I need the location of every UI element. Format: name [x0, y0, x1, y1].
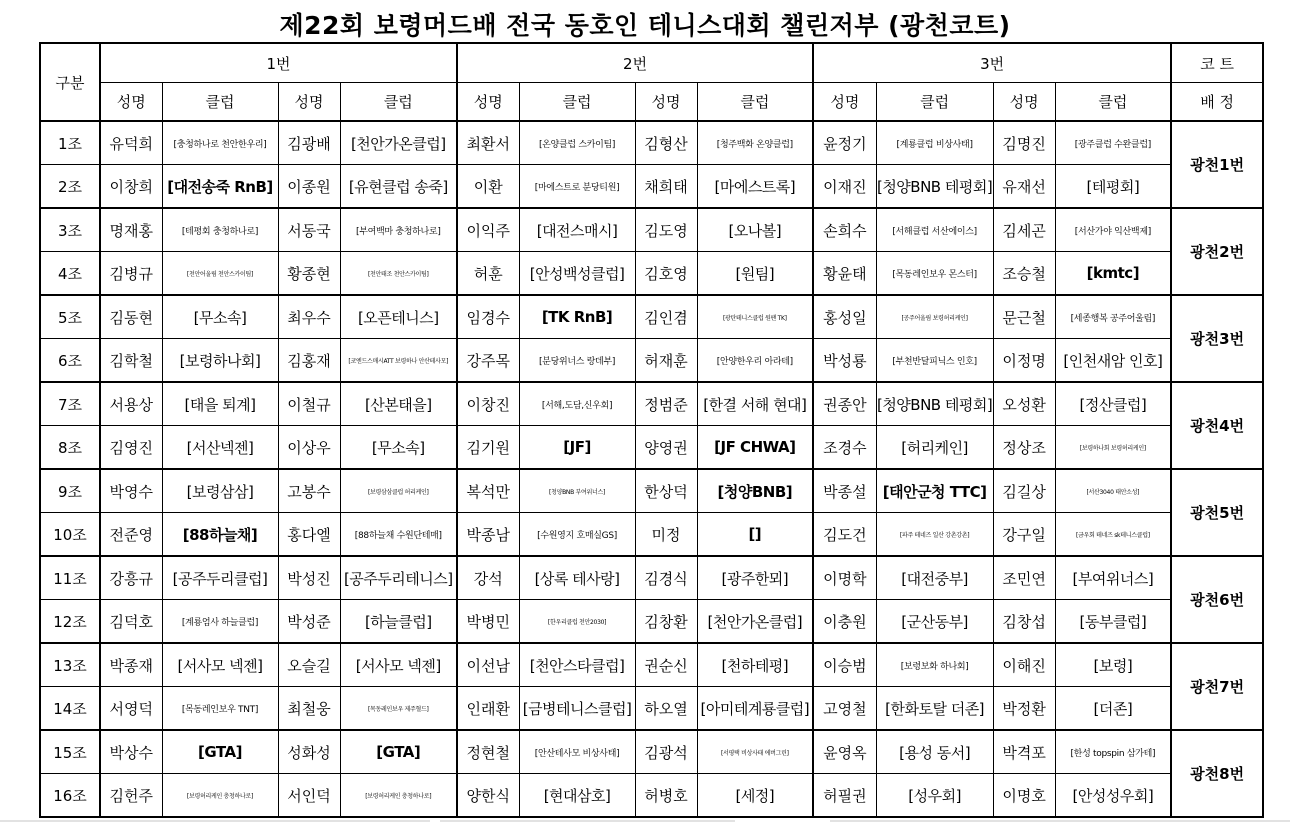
- player-club: [상록 테사랑]: [519, 556, 635, 600]
- header-court-top: 코 트: [1171, 43, 1263, 83]
- player-name: 김영진: [100, 426, 162, 470]
- player-name: 박정환: [993, 687, 1055, 731]
- player-name: 오슬길: [278, 643, 340, 687]
- player-club: [청양BNB 부여위너스]: [519, 469, 635, 513]
- player-name: 이종원: [278, 165, 340, 209]
- table-row: [40, 774, 1263, 818]
- player-name: 최환서: [457, 121, 519, 165]
- header-section-3: 3번: [813, 43, 1171, 83]
- player-name: 강석: [457, 556, 519, 600]
- player-club: [하늘클럽]: [340, 600, 457, 644]
- player-club: [청주백화 온양클럽]: [697, 121, 813, 165]
- player-club: [천안태조 천안스카이팀]: [340, 252, 457, 296]
- court-assignment: 광천3번: [1171, 295, 1263, 382]
- player-club: [안양한우리 아라테]: [697, 339, 813, 383]
- player-name: 김헌주: [100, 774, 162, 818]
- player-club: [군산동부]: [876, 600, 993, 644]
- player-club: [금병테니스클럽]: [519, 687, 635, 731]
- player-club: [보령]: [1055, 643, 1171, 687]
- player-name: 이철규: [278, 382, 340, 426]
- player-name: 박종남: [457, 513, 519, 557]
- player-club: [오픈테니스]: [340, 295, 457, 339]
- player-club: [청양BNB]: [697, 469, 813, 513]
- court-assignment: 광천1번: [1171, 121, 1263, 208]
- group-label: 4조: [40, 252, 100, 296]
- player-club: [광주클럽 수완클럽]: [1055, 121, 1171, 165]
- player-name: 김병규: [100, 252, 162, 296]
- group-label: 16조: [40, 774, 100, 818]
- sheet-divider: [830, 820, 1290, 822]
- player-club: [안성백성클럽]: [519, 252, 635, 296]
- group-label: 14조: [40, 687, 100, 731]
- player-name: 임경수: [457, 295, 519, 339]
- player-club: [부여백마 충청하나로]: [340, 208, 457, 252]
- player-club: [한결 서해 현대]: [697, 382, 813, 426]
- player-name: 김경식: [635, 556, 697, 600]
- player-club: [성우회]: [876, 774, 993, 818]
- player-club: [서산3040 태안소성]: [1055, 469, 1171, 513]
- player-club: [보령하나회 보령허리케인]: [1055, 426, 1171, 470]
- player-club: [서해클럽 서산에이스]: [876, 208, 993, 252]
- player-name: 채희태: [635, 165, 697, 209]
- player-name: 조승철: [993, 252, 1055, 296]
- player-club: [파주 테네즈 일산 강촌강촌]: [876, 513, 993, 557]
- player-name: 이명학: [813, 556, 876, 600]
- court-assignment: 광천4번: [1171, 382, 1263, 469]
- player-name: 이재진: [813, 165, 876, 209]
- player-name: 이환: [457, 165, 519, 209]
- player-club: [보령허리케인 충청하나로]: [340, 774, 457, 818]
- player-name: 명재홍: [100, 208, 162, 252]
- player-club: [목동레인보우 몬스터]: [876, 252, 993, 296]
- player-club: [GTA]: [340, 730, 457, 774]
- player-name: 김창환: [635, 600, 697, 644]
- table-row: [40, 730, 1263, 774]
- player-club: [수원영지 호매실GS]: [519, 513, 635, 557]
- group-label: 8조: [40, 426, 100, 470]
- player-club: [한성 topspin 삼가테]: [1055, 730, 1171, 774]
- player-club: [아미테계룡클럽]: [697, 687, 813, 731]
- header-club: 클럽: [876, 83, 993, 122]
- player-name: 복석만: [457, 469, 519, 513]
- group-label: 1조: [40, 121, 100, 165]
- player-name: 인래환: [457, 687, 519, 731]
- player-name: 김기원: [457, 426, 519, 470]
- player-name: 서영덕: [100, 687, 162, 731]
- player-club: [테평회 충청하나로]: [162, 208, 278, 252]
- player-club: [서산넥젠]: [162, 426, 278, 470]
- table-row: [40, 687, 1263, 731]
- player-name: 허재훈: [635, 339, 697, 383]
- player-club: [천하테평]: [697, 643, 813, 687]
- group-label: 7조: [40, 382, 100, 426]
- player-name: 이해진: [993, 643, 1055, 687]
- table-row: [40, 295, 1263, 339]
- player-club: [JF CHWA]: [697, 426, 813, 470]
- header-club: 클럽: [340, 83, 457, 122]
- player-club: [TK RnB]: [519, 295, 635, 339]
- player-name: 강구일: [993, 513, 1055, 557]
- player-club: [부여위너스]: [1055, 556, 1171, 600]
- player-club: [88하늘채]: [162, 513, 278, 557]
- player-name: 문근철: [993, 295, 1055, 339]
- player-name: 이충원: [813, 600, 876, 644]
- player-name: 김광석: [635, 730, 697, 774]
- player-name: 허훈: [457, 252, 519, 296]
- header-court-bottom: 배 정: [1171, 83, 1263, 122]
- player-club: [청양BNB 테평회]: [876, 382, 993, 426]
- player-club: [공주두리클럽]: [162, 556, 278, 600]
- header-name: 성명: [813, 83, 876, 122]
- player-club: [무소속]: [340, 426, 457, 470]
- player-name: 윤정기: [813, 121, 876, 165]
- court-assignment: 광천5번: [1171, 469, 1263, 556]
- sheet-divider: [440, 820, 735, 822]
- player-name: 이상우: [278, 426, 340, 470]
- player-club: [보령하나회]: [162, 339, 278, 383]
- player-name: 박상수: [100, 730, 162, 774]
- player-name: 정현철: [457, 730, 519, 774]
- sheet-divider: [0, 820, 430, 822]
- player-club: [인천새암 인호]: [1055, 339, 1171, 383]
- group-label: 6조: [40, 339, 100, 383]
- header-club: 클럽: [1055, 83, 1171, 122]
- player-club: [온양클럽 스카이팀]: [519, 121, 635, 165]
- header-club: 클럽: [162, 83, 278, 122]
- player-club: [산본태을]: [340, 382, 457, 426]
- player-club: [부천반달피닉스 인호]: [876, 339, 993, 383]
- table-row: [40, 339, 1263, 383]
- player-club: [허리케인]: [876, 426, 993, 470]
- player-name: 최철웅: [278, 687, 340, 731]
- player-name: 윤영옥: [813, 730, 876, 774]
- player-name: 황종현: [278, 252, 340, 296]
- player-name: 김광배: [278, 121, 340, 165]
- player-club: [보령삼삼클럽 허리케인]: [340, 469, 457, 513]
- player-club: [천안가온클럽]: [340, 121, 457, 165]
- player-club: [테평회]: [1055, 165, 1171, 209]
- player-name: 이익주: [457, 208, 519, 252]
- player-club: [대전중부]: [876, 556, 993, 600]
- player-name: 조경수: [813, 426, 876, 470]
- player-name: 권종안: [813, 382, 876, 426]
- player-club: [계룡클럽 비상사태]: [876, 121, 993, 165]
- player-name: 김도영: [635, 208, 697, 252]
- player-name: 김호영: [635, 252, 697, 296]
- table-row: [40, 426, 1263, 470]
- player-name: 김세곤: [993, 208, 1055, 252]
- player-name: 서동국: [278, 208, 340, 252]
- player-club: [JF]: [519, 426, 635, 470]
- group-label: 12조: [40, 600, 100, 644]
- player-club: [세종행복 공주어울림]: [1055, 295, 1171, 339]
- player-name: 이창진: [457, 382, 519, 426]
- player-name: 서용상: [100, 382, 162, 426]
- player-name: 김명진: [993, 121, 1055, 165]
- player-name: 박종재: [100, 643, 162, 687]
- player-club: [천안스타클럽]: [519, 643, 635, 687]
- player-club: [원팀]: [697, 252, 813, 296]
- player-club: [보령보화 하나회]: [876, 643, 993, 687]
- table-row: [40, 513, 1263, 557]
- player-name: 한상덕: [635, 469, 697, 513]
- header-name: 성명: [457, 83, 519, 122]
- player-club: [대전송죽 RnB]: [162, 165, 278, 209]
- header-section-2: 2번: [457, 43, 813, 83]
- table-row: [40, 556, 1263, 600]
- player-club: []: [697, 513, 813, 557]
- player-name: 허필권: [813, 774, 876, 818]
- player-club: [더존]: [1055, 687, 1171, 731]
- player-name: 박영수: [100, 469, 162, 513]
- header-group: 구분: [40, 43, 100, 121]
- player-club: [동부클럽]: [1055, 600, 1171, 644]
- player-name: 박병민: [457, 600, 519, 644]
- player-club: [태을 퇴계]: [162, 382, 278, 426]
- header-club: 클럽: [697, 83, 813, 122]
- player-name: 손희수: [813, 208, 876, 252]
- player-club: [한우리클럽 천안2030]: [519, 600, 635, 644]
- player-name: 유재선: [993, 165, 1055, 209]
- group-label: 9조: [40, 469, 100, 513]
- player-name: 이명호: [993, 774, 1055, 818]
- player-club: [한화토탈 더존]: [876, 687, 993, 731]
- player-club: [유현클럽 송죽]: [340, 165, 457, 209]
- group-label: 11조: [40, 556, 100, 600]
- player-club: [목동레인보우 TNT]: [162, 687, 278, 731]
- player-club: [충청하나로 천안한우리]: [162, 121, 278, 165]
- bracket-table: [39, 42, 1264, 818]
- group-label: 2조: [40, 165, 100, 209]
- player-club: [정산클럽]: [1055, 382, 1171, 426]
- player-name: 고봉수: [278, 469, 340, 513]
- player-name: 김창섭: [993, 600, 1055, 644]
- player-club: [서사모 넥젠]: [162, 643, 278, 687]
- player-club: [공주두리테니스]: [340, 556, 457, 600]
- player-name: 김홍재: [278, 339, 340, 383]
- player-name: 김길상: [993, 469, 1055, 513]
- player-name: 이승범: [813, 643, 876, 687]
- player-club: [서해,도담,신우회]: [519, 382, 635, 426]
- player-club: [천안어울림 천안스카이팀]: [162, 252, 278, 296]
- group-label: 3조: [40, 208, 100, 252]
- player-name: 미정: [635, 513, 697, 557]
- player-name: 강주목: [457, 339, 519, 383]
- header-name: 성명: [635, 83, 697, 122]
- player-club: [계룡엄사 하늘클럽]: [162, 600, 278, 644]
- player-name: 조민연: [993, 556, 1055, 600]
- court-assignment: 광천7번: [1171, 643, 1263, 730]
- player-name: 박종설: [813, 469, 876, 513]
- player-club: [무소속]: [162, 295, 278, 339]
- player-name: 최우수: [278, 295, 340, 339]
- player-club: [목동레인보우 제주혈드]: [340, 687, 457, 731]
- player-club: [서산가야 익산백제]: [1055, 208, 1171, 252]
- table-row: [40, 121, 1263, 165]
- group-label: 5조: [40, 295, 100, 339]
- player-name: 오성환: [993, 382, 1055, 426]
- player-club: [마에스트록]: [697, 165, 813, 209]
- header-name: 성명: [100, 83, 162, 122]
- player-name: 이창희: [100, 165, 162, 209]
- group-label: 15조: [40, 730, 100, 774]
- player-club: [오나볼]: [697, 208, 813, 252]
- player-name: 하오열: [635, 687, 697, 731]
- player-name: 김덕호: [100, 600, 162, 644]
- player-name: 박성진: [278, 556, 340, 600]
- header-name: 성명: [278, 83, 340, 122]
- group-label: 10조: [40, 513, 100, 557]
- player-club: [보령삼삼]: [162, 469, 278, 513]
- player-name: 김형산: [635, 121, 697, 165]
- court-assignment: 광천2번: [1171, 208, 1263, 295]
- table-row: [40, 165, 1263, 209]
- player-name: 박성룡: [813, 339, 876, 383]
- player-name: 이정명: [993, 339, 1055, 383]
- group-label: 13조: [40, 643, 100, 687]
- header-name: 성명: [993, 83, 1055, 122]
- player-name: 김도건: [813, 513, 876, 557]
- player-club: [안산테사모 비상사태]: [519, 730, 635, 774]
- player-name: 김학철: [100, 339, 162, 383]
- player-club: [용성 동서]: [876, 730, 993, 774]
- player-club: [광탄테니스클럽 원팬 TK]: [697, 295, 813, 339]
- player-name: 홍다엘: [278, 513, 340, 557]
- player-club: [청양BNB 테평회]: [876, 165, 993, 209]
- table-row: [40, 469, 1263, 513]
- player-club: [대전스매시]: [519, 208, 635, 252]
- table-row: [40, 600, 1263, 644]
- player-club: [현대삼호]: [519, 774, 635, 818]
- player-name: 양영권: [635, 426, 697, 470]
- player-club: [태안군청 TTC]: [876, 469, 993, 513]
- player-club: [세정]: [697, 774, 813, 818]
- player-name: 황윤태: [813, 252, 876, 296]
- player-club: [kmtc]: [1055, 252, 1171, 296]
- player-name: 전준영: [100, 513, 162, 557]
- player-name: 허병호: [635, 774, 697, 818]
- player-name: 김동현: [100, 295, 162, 339]
- player-club: [광주한뫼]: [697, 556, 813, 600]
- table-row: [40, 382, 1263, 426]
- player-club: [서평택 비상사태 에버그린]: [697, 730, 813, 774]
- player-name: 정상조: [993, 426, 1055, 470]
- player-name: 박격포: [993, 730, 1055, 774]
- court-assignment: 광천6번: [1171, 556, 1263, 643]
- player-club: [서사모 넥젠]: [340, 643, 457, 687]
- player-name: 양한식: [457, 774, 519, 818]
- player-name: 이선남: [457, 643, 519, 687]
- table-row: [40, 208, 1263, 252]
- player-name: 강흥규: [100, 556, 162, 600]
- page-title: 제22회 보령머드배 전국 동호인 테니스대회 챌린저부 (광천코트): [279, 11, 1011, 40]
- player-club: [공주어울림 보령허리케인]: [876, 295, 993, 339]
- player-name: 홍성일: [813, 295, 876, 339]
- player-club: [마에스트로 분당티원]: [519, 165, 635, 209]
- header-club: 클럽: [519, 83, 635, 122]
- player-name: 유덕희: [100, 121, 162, 165]
- player-name: 김인겸: [635, 295, 697, 339]
- player-club: [보령허리케인 충청하나로]: [162, 774, 278, 818]
- table-row: [40, 252, 1263, 296]
- player-club: [코엔드스매시ATT 보령하나 안산테사모]: [340, 339, 457, 383]
- player-club: [안성성우회]: [1055, 774, 1171, 818]
- player-name: 정범준: [635, 382, 697, 426]
- player-club: [분당위너스 랑데부]: [519, 339, 635, 383]
- court-assignment: 광천8번: [1171, 730, 1263, 817]
- table-row: [40, 643, 1263, 687]
- header-section-1: 1번: [100, 43, 457, 83]
- player-club: [천안가온클럽]: [697, 600, 813, 644]
- player-club: [88하늘채 수원단테매]: [340, 513, 457, 557]
- player-name: 권순신: [635, 643, 697, 687]
- player-name: 고영철: [813, 687, 876, 731]
- player-name: 박성준: [278, 600, 340, 644]
- player-name: 서인덕: [278, 774, 340, 818]
- player-club: [GTA]: [162, 730, 278, 774]
- player-name: 성화성: [278, 730, 340, 774]
- player-club: [금우회 테네즈 sk테니스클럽]: [1055, 513, 1171, 557]
